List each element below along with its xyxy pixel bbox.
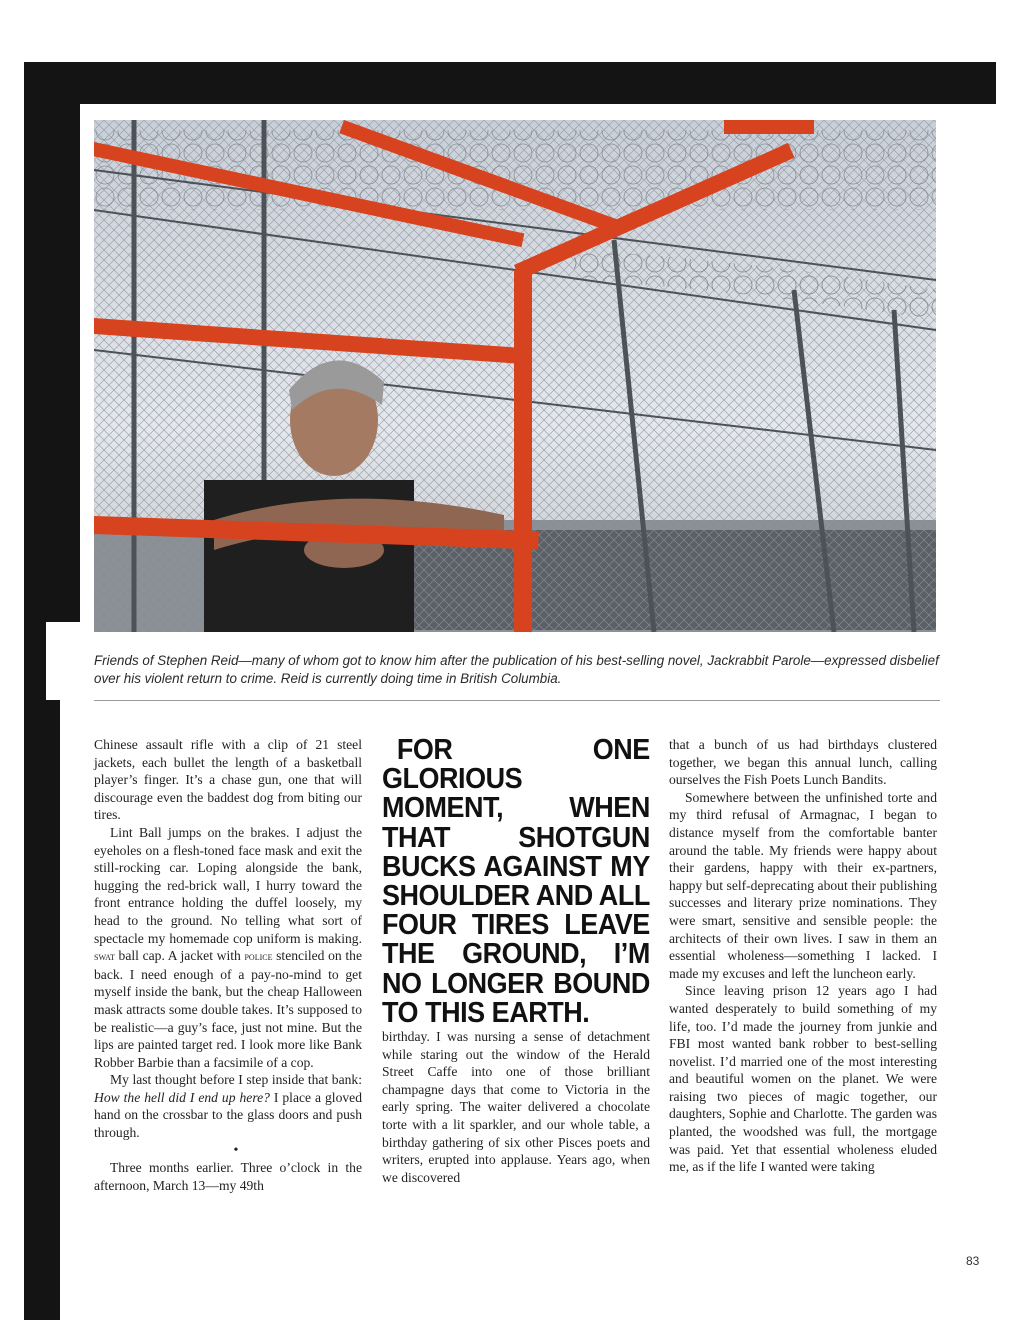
article-column-2 — [382, 736, 650, 1186]
col2-paragraph-1: birthday. I was nursing a sense of detachment while staring out the window of the Herald Street Caffe into one of those brilliant champagne days that come to Victoria in the early spring. The waiter delivered a chocolate torte with a lit sparkler, and our whole table, a birthday gathering of six other Pisces poets and writers, erupted into applause. Years ago, when we discovered — [382, 1029, 650, 1185]
col1-paragraph-2 — [94, 824, 362, 1071]
col3-paragraph-3: Since leaving prison 12 years ago I had wanted desperately to build something of my life, too. I’d made the journey from junkie and FBI most wanted bank robber to best-selling novelist. I’d married one of the most interesting and beautiful women on the planet. We were raising two pieces of magic together, our daughters, Sophie and Charlotte. The garden was planted, the woodshed was full, the mortgage was paid. Yet that essential wholeness eluded me, as if the life I wanted were taking — [669, 983, 937, 1175]
prison-fence-photo — [94, 120, 936, 632]
article-column-1 — [94, 736, 362, 1194]
page-number: 83 — [966, 1254, 980, 1268]
col3-paragraph-1: that a bunch of us had birthdays clustered together, we began this annual lunch, calling ourselves the Fish Poets Lunch Bandits. — [669, 737, 937, 788]
page-frame-left-lower — [24, 622, 46, 1320]
page-frame-notch — [46, 700, 60, 1320]
col1-p2-text-a: Lint Ball jumps on the brakes. I adjust the eyeholes on a flesh-toned face mask and exit the still-rocking car. Loping alongside the bank, hugging the red-brick wall, I hurry toward the front entrance holding the duffel loosely, my head to the ground. No telling what sort of spectacle my homemade cop uniform is making. — [94, 824, 362, 946]
col1-p2-text-c: stenciled on the back. I need enough of a pay-no-mind to get myself inside the bank, but the cheap Halloween mask attracts some double takes. It’s supposed to be realistic—a guy’s face, just not mine. But the lips are painted target red. I look more like Bank Robber Barbie than a facsimile of a cop. — [94, 948, 362, 1070]
photo-caption: Friends of Stephen Reid—many of whom got to know him after the publication of his best-selling novel, Jackrabbit Parole—expressed disbelief over his violent return to crime. Reid is currently doing time in British Columbia. — [94, 653, 939, 686]
photo-illustration — [94, 120, 936, 632]
col1-paragraph-1: Chinese assault rifle with a clip of 21 steel jackets, each bullet the length of a basketball player’s finger. It’s a chase gun, one that will discourage even the baddest dog from biting our tires. — [94, 737, 362, 823]
swat-text: swat — [94, 949, 115, 964]
col1-p2-text-b: ball cap. A jacket with — [114, 948, 245, 964]
col1-p3-text-b: I place a gloved hand on the crossbar to the glass doors and push through. — [94, 1089, 362, 1141]
section-break-bullet: • — [233, 1142, 239, 1158]
col1-p3-italic: How the hell did I end up here? — [94, 1089, 270, 1105]
col3-paragraph-2: Somewhere between the unfinished torte and my third refusal of Armagnac, I began to distance myself from the comfortable banter around the table. My friends were happy about their gardens, happy with their ex-partners, happy but self-deprecating about their publishing successes and literary prize nominations. They were smart, sensitive and sensible people: the architects of their own lives. I saw in them an essential wholeness—something I lacked. I made my excuses and left the luncheon early. — [669, 789, 937, 981]
page-frame-left — [24, 62, 80, 622]
col1-p3-text-a: My last thought before I step inside that bank: — [110, 1072, 362, 1088]
caption-divider — [94, 700, 940, 701]
page-frame-top — [24, 62, 996, 104]
police-text: police — [244, 949, 273, 964]
pull-quote: FOR ONE GLORIOUS MOMENT, WHEN THAT SHOTGUN BUCKS AGAINST MY SHOULDER AND ALL FOUR TIRES LEAVE THE GROUND, I’M NO LONGER BOUND TO THIS EARTH. — [382, 734, 650, 1029]
article-column-3 — [669, 736, 937, 1176]
col1-paragraph-4: Three months earlier. Three o’clock in the afternoon, March 13—my 49th — [94, 1160, 362, 1193]
col1-paragraph-3 — [94, 1071, 362, 1141]
